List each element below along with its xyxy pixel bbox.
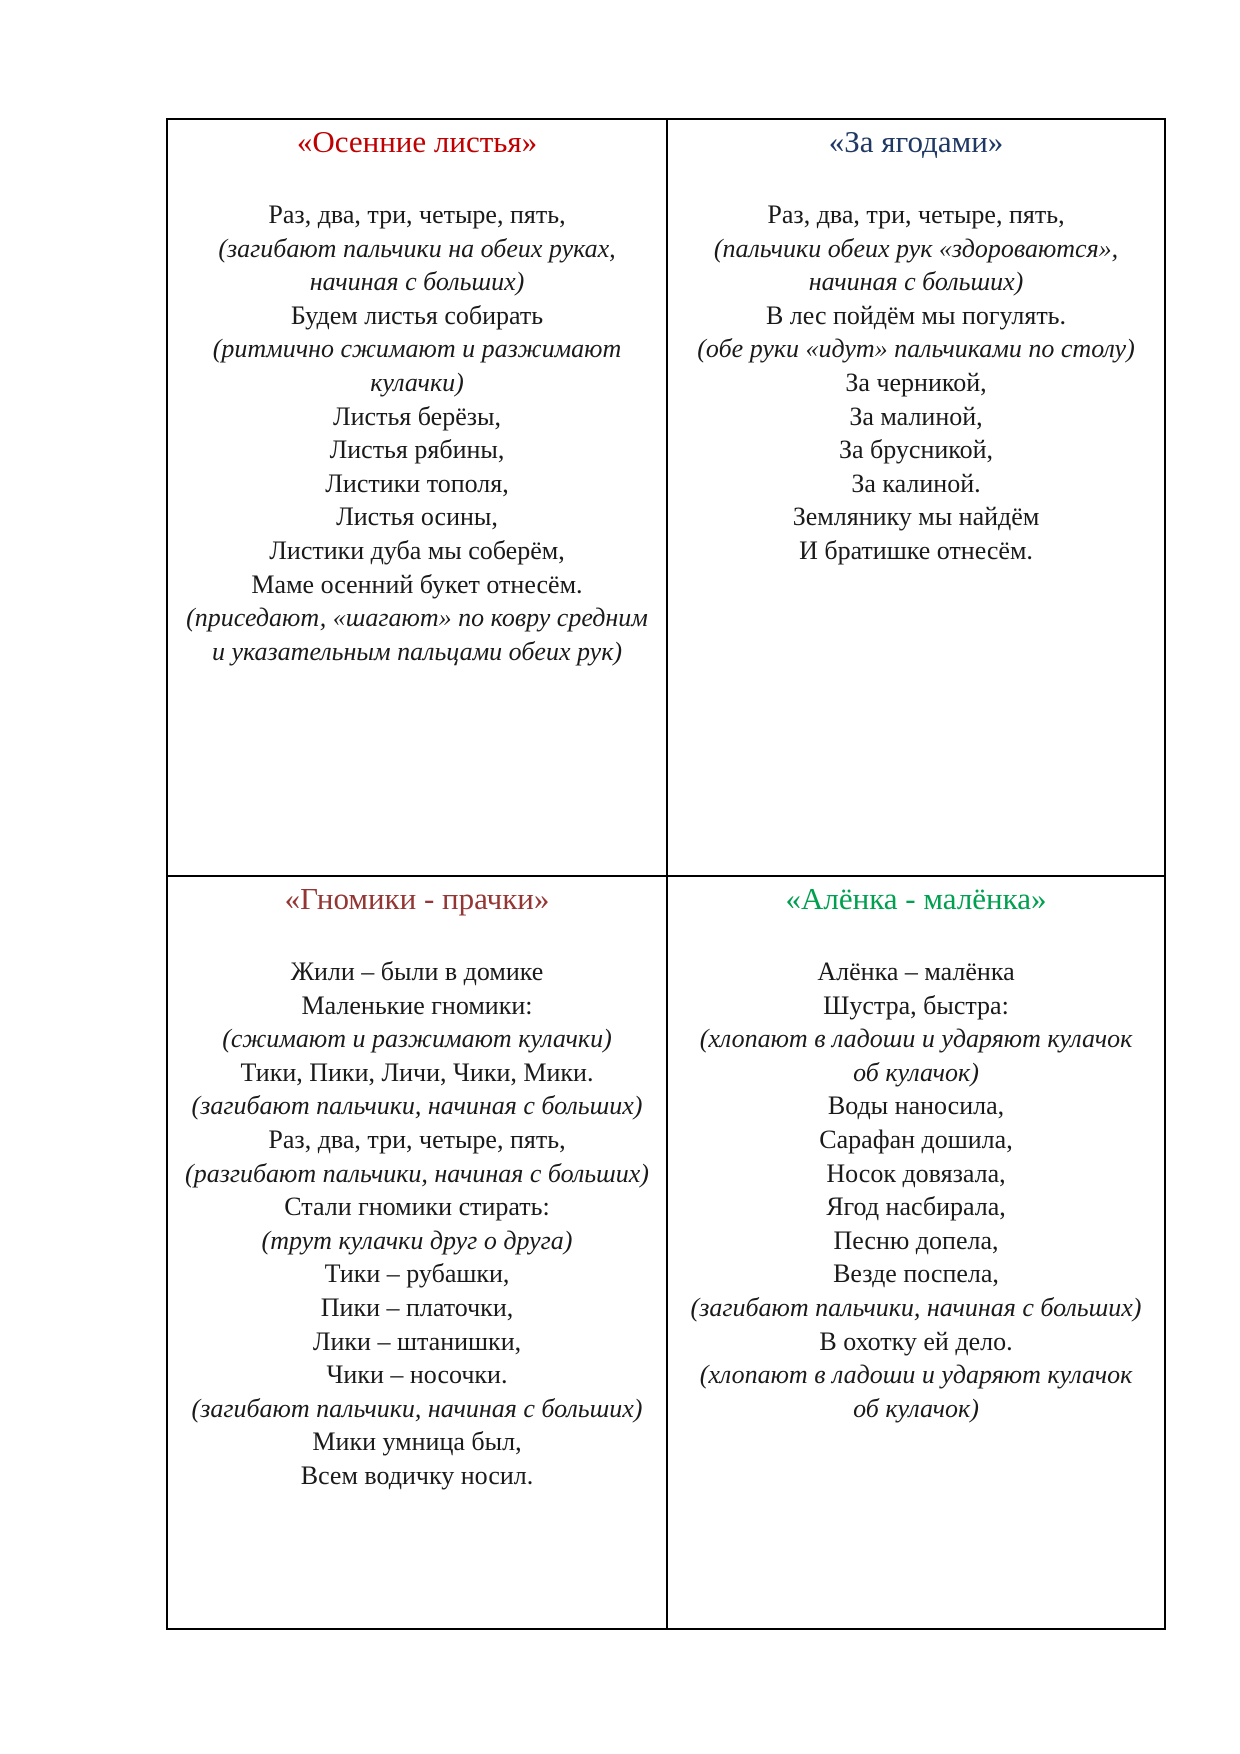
verse-line: За малиной,	[849, 401, 983, 431]
card-title: «Алёнка - малёнка»	[785, 881, 1047, 916]
cards-table	[166, 118, 1166, 1630]
card-title: «Осенние листья»	[296, 124, 538, 159]
verse-line: В охотку ей дело.	[819, 1326, 1013, 1356]
stage-direction: (пальчики обеих рук «здороваются», начиная с больших)	[713, 233, 1119, 297]
verse-line: В лес пойдём мы погулять.	[765, 300, 1067, 330]
verse-line: Стали гномики стирать:	[284, 1192, 550, 1222]
verse-line: Маме осенний букет отнесём.	[251, 569, 583, 599]
card-osennie-listya	[168, 120, 666, 875]
verse-line: Везде поспела,	[833, 1259, 999, 1289]
card-alenka-malenka	[666, 875, 1164, 1628]
verse-line: Чики – носочки.	[326, 1360, 508, 1390]
verse-line: Раз, два, три, четыре, пять,	[268, 1124, 566, 1154]
stage-direction: (загибают пальчики на обеих руках, начиная с больших)	[218, 233, 616, 297]
verse-line: Шустра, быстра:	[823, 990, 1009, 1020]
verse-line: Листики дуба мы соберём,	[269, 535, 565, 565]
verse-line: И братишке отнесём.	[799, 535, 1033, 565]
stage-direction: (трут кулачки друг о друга)	[261, 1225, 573, 1255]
verse-line: Ягод насбирала,	[826, 1192, 1006, 1222]
stage-direction: (загибают пальчики, начиная с больших)	[690, 1292, 1142, 1322]
card-gnomiki-prachki	[168, 875, 666, 1628]
stage-direction: (обе руки «идут» пальчиками по столу)	[697, 334, 1135, 364]
stage-direction: (приседают, «шагают» по ковру средним и указательным пальцами обеих рук)	[186, 603, 648, 666]
card-za-yagodami	[666, 120, 1164, 875]
verse-line: Листья берёзы,	[333, 401, 501, 431]
card-title: «За ягодами»	[828, 124, 1004, 159]
verse-line: Листики тополя,	[325, 468, 509, 498]
verse-line: Маленькие гномики:	[301, 990, 533, 1020]
verse-line: Всем водичку носил.	[300, 1460, 534, 1490]
verse-line: Листья рябины,	[329, 435, 505, 465]
card-text	[168, 198, 666, 668]
verse-line: Тики, Пики, Личи, Чики, Мики.	[240, 1057, 594, 1087]
stage-direction: (хлопают в ладоши и ударяют кулачок об кулачок)	[699, 1024, 1133, 1087]
stage-direction: (загибают пальчики, начиная с больших)	[191, 1091, 643, 1121]
verse-line: Лики – штанишки,	[312, 1326, 522, 1356]
verse-line: Носок довязала,	[826, 1158, 1006, 1188]
verse-line: За черникой,	[845, 367, 987, 397]
verse-line: Раз, два, три, четыре, пять,	[767, 200, 1065, 229]
stage-direction: (загибают пальчики, начиная с больших)	[191, 1393, 643, 1423]
verse-line: Тики – рубашки,	[324, 1259, 510, 1289]
verse-line: Будем листья собирать	[290, 300, 544, 330]
verse-line: Землянику мы найдём	[792, 502, 1040, 532]
verse-line: Воды наносила,	[827, 1091, 1005, 1121]
verse-line: Пики – платочки,	[320, 1292, 514, 1322]
verse-line: Песню допела,	[833, 1225, 999, 1255]
verse-line: За калиной.	[851, 468, 981, 498]
stage-direction: (хлопают в ладоши и ударяют кулачок об кулачок)	[699, 1360, 1133, 1423]
verse-line: За брусникой,	[838, 435, 994, 465]
card-text	[168, 955, 666, 1493]
verse-line: Жили – были в домике	[290, 957, 544, 986]
verse-line: Сарафан дошила,	[819, 1124, 1013, 1154]
verse-line: Мики умница был,	[312, 1427, 522, 1457]
verse-line: Алёнка – малёнка	[817, 957, 1015, 986]
stage-direction: (разгибают пальчики, начиная с больших)	[185, 1158, 649, 1188]
stage-direction: (сжимают и разжимают кулачки)	[222, 1024, 612, 1054]
card-text	[668, 198, 1164, 568]
verse-line: Раз, два, три, четыре, пять,	[268, 200, 566, 229]
card-text	[668, 955, 1164, 1425]
card-title: «Гномики - прачки»	[284, 881, 550, 916]
verse-line: Листья осины,	[336, 502, 498, 532]
stage-direction: (ритмично сжимают и разжимают кулачки)	[212, 334, 622, 397]
